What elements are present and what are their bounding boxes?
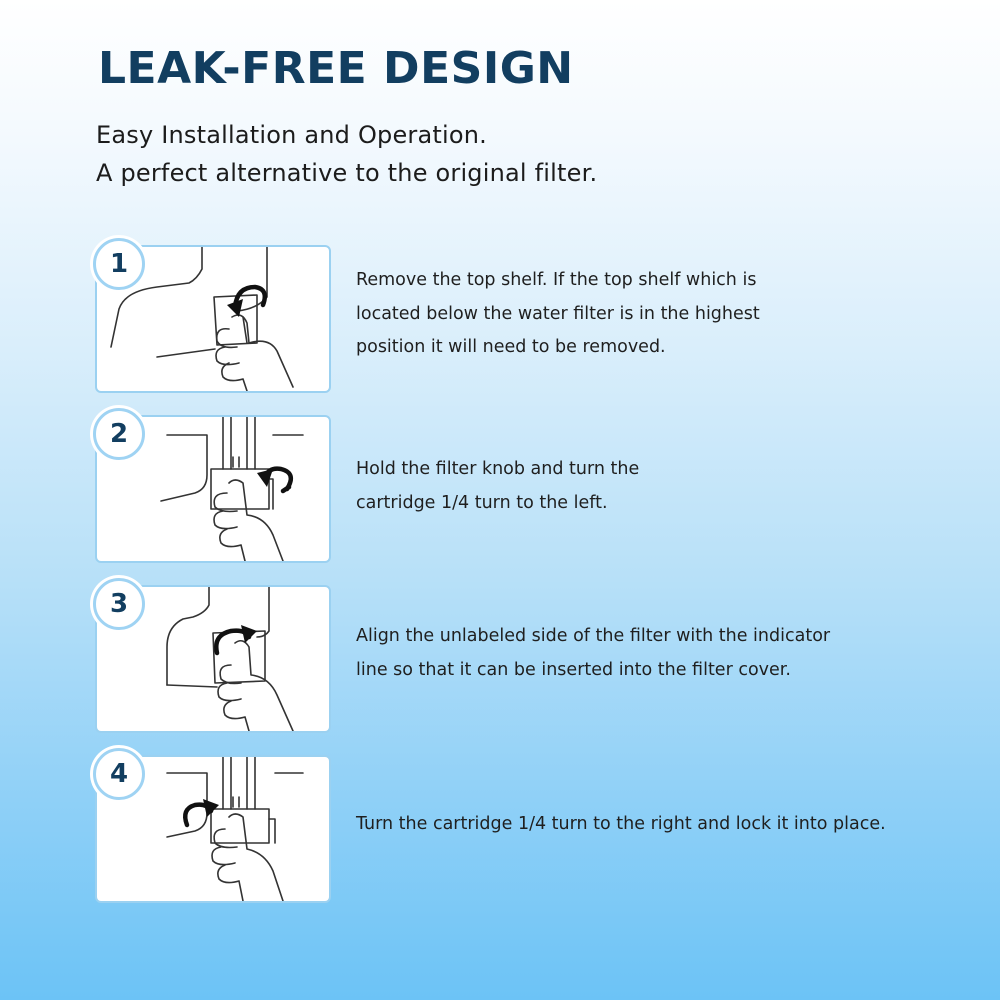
step-4-number: 4 [109,759,129,789]
subtitle-line-2: A perfect alternative to the original filter. [96,159,598,187]
subtitle [96,116,597,192]
step-1-number-badge [93,238,145,290]
step-1-line-1: Remove the top shelf. If the top shelf which is [356,270,757,290]
step-1-description [356,264,956,365]
step-1-number: 1 [109,249,129,279]
step-2-line-1: Hold the filter knob and turn the [356,459,640,479]
subtitle-line-1: Easy Installation and Operation. [96,121,488,149]
step-3-line-1: Align the unlabeled side of the filter with the indicator [356,626,831,646]
page-title: LEAK-FREE DESIGN [98,43,574,94]
step-1-line-3: position it will need to be removed. [356,337,666,357]
step-2-number: 2 [109,419,129,449]
step-4-number-badge [93,748,145,800]
step-3-number: 3 [109,589,129,619]
step-2-line-2: cartridge 1/4 turn to the left. [356,492,608,513]
step-3-number-badge [93,578,145,630]
step-4-description [356,808,956,842]
step-1-line-2: located below the water filter is in the highest [356,303,760,324]
step-3-line-2: line so that it can be inserted into the filter cover. [356,659,791,680]
step-3-description [356,620,956,687]
step-2-number-badge [93,408,145,460]
step-4-line-1: Turn the cartridge 1/4 turn to the right and lock it into place. [356,814,886,834]
step-2-description [356,453,956,520]
